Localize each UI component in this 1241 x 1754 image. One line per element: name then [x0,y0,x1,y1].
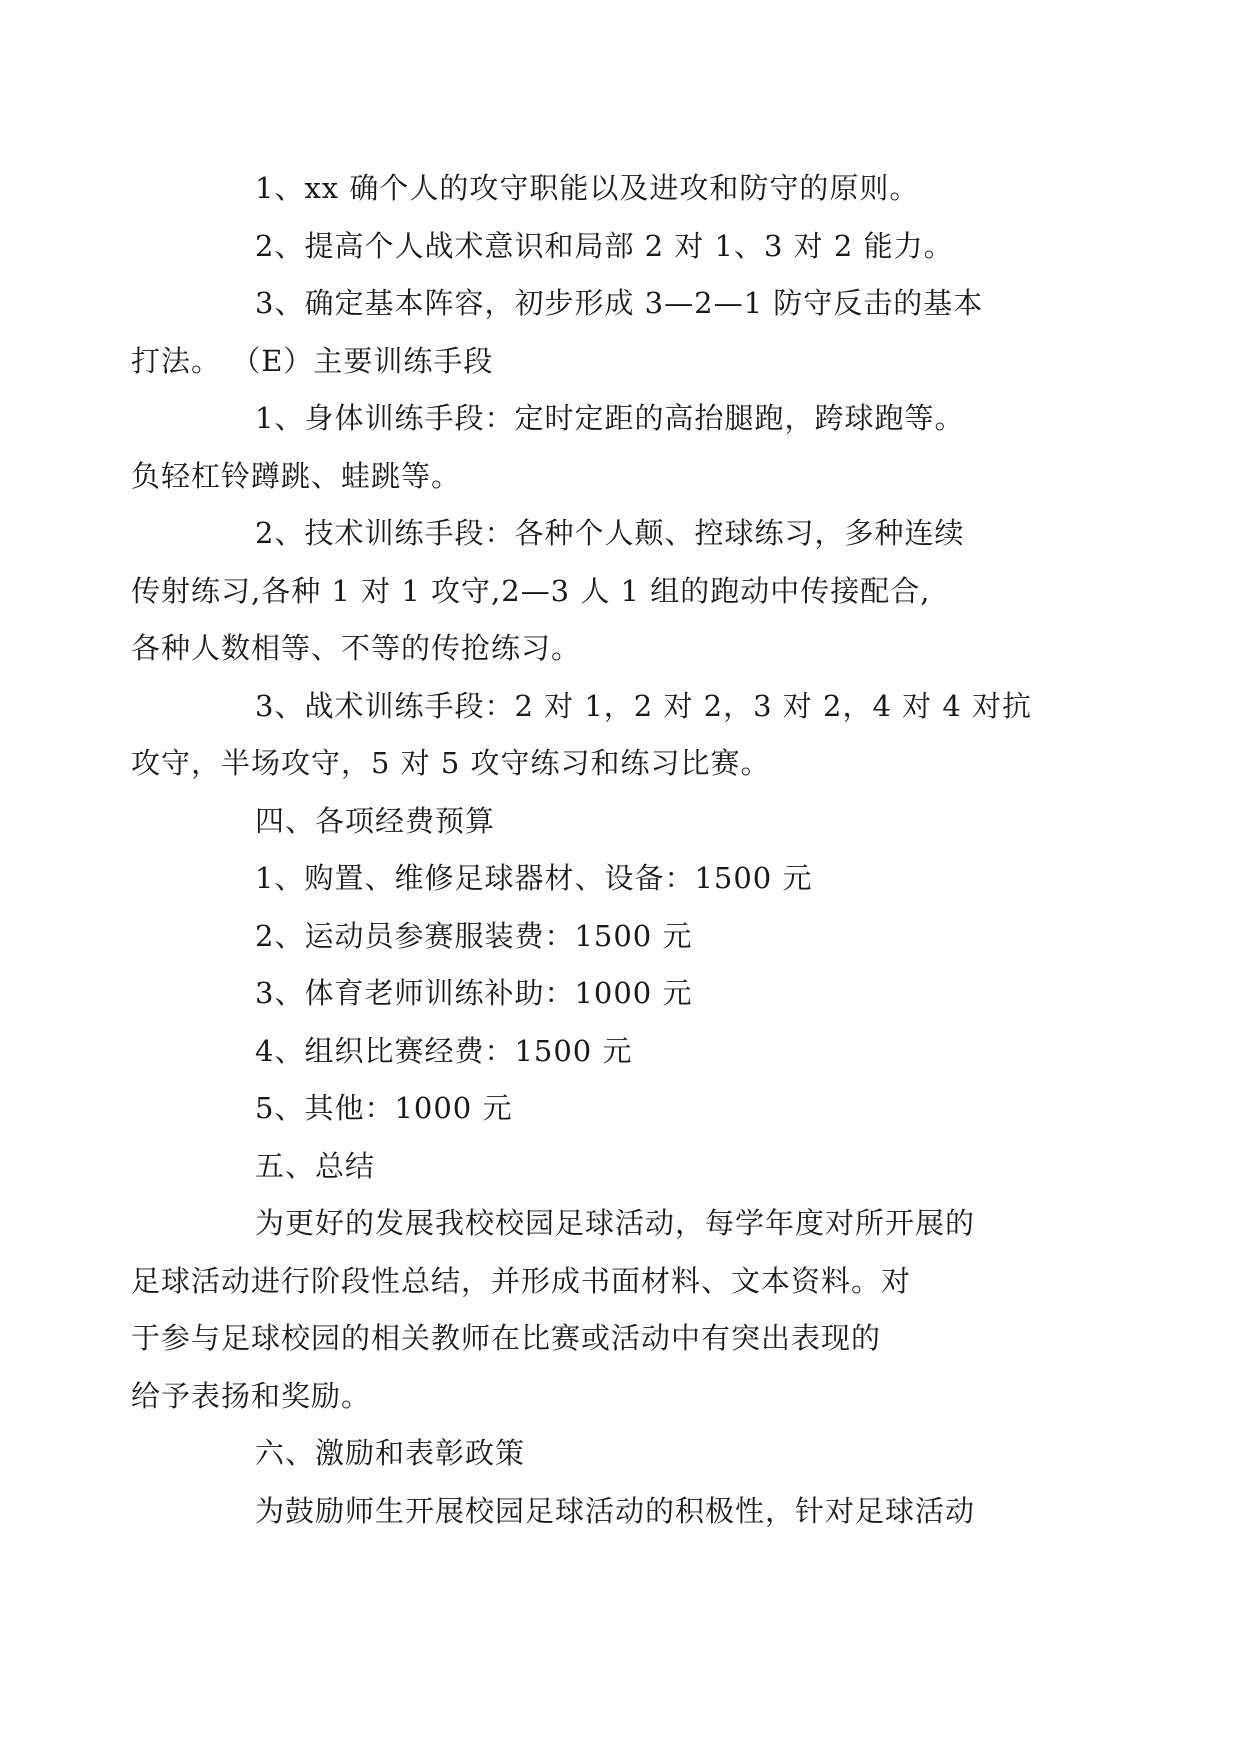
budget-item [193,850,1053,908]
budget-item [193,1023,1053,1081]
section-heading [193,1425,1053,1483]
text-line: 3、确定基本阵容，初步形成 3—2—1 防守反击的基本 [255,286,984,320]
paragraph [193,160,1053,218]
text-line: 2、运动员参赛服装费：1500 元 [255,918,693,953]
text-line: 负轻杠铃蹲跳、蛙跳等。 [131,458,462,493]
paragraph [131,275,1053,390]
text-line: 3、体育老师训练补助：1000 元 [255,976,693,1010]
text-line: 攻守，半场攻守，5 对 5 攻守练习和练习比赛。 [131,746,771,780]
text-line: 3、战术训练手段：2 对 1，2 对 2，3 对 2，4 对 4 对抗 [255,688,1033,723]
text-line: 2、技术训练手段：各种个人颠、控球练习，多种连续 [255,516,965,550]
section-heading [193,793,1053,851]
text-line: 1、身体训练手段：定时定距的高抬腿跑，跨球跑等。 [255,401,965,435]
text-line: 传射练习,各种 1 对 1 攻守,2—3 人 1 组的跑动中传接配合, [131,573,931,608]
section-heading [193,1138,1053,1196]
document-body [131,160,1053,1540]
text-line: 于参与足球校园的相关教师在比赛或活动中有突出表现的 [131,1321,882,1355]
paragraph [193,1483,1053,1541]
text-line: 为鼓励师生开展校园足球活动的积极性，针对足球活动 [255,1493,976,1528]
text-line: 四、各项经费预算 [255,803,496,838]
paragraph [131,1195,1053,1425]
paragraph [131,505,1053,678]
paragraph [131,390,1053,505]
paragraph [131,678,1053,793]
budget-item [193,1080,1053,1138]
text-line: 各种人数相等、不等的传抢练习。 [131,631,582,665]
text-line: 1、购置、维修足球器材、设备：1500 元 [255,861,813,895]
text-line: 打法。 （E）主要训练手段 [131,343,494,378]
text-line: 六、激励和表彰政策 [255,1436,526,1470]
paragraph [193,218,1053,276]
budget-item [193,965,1053,1023]
text-line: 1、xx 确个人的攻守职能以及进攻和防守的原则。 [255,171,920,205]
text-line: 5、其他：1000 元 [255,1091,513,1125]
text-line: 五、总结 [255,1148,376,1183]
text-line: 为更好的发展我校校园足球活动，每学年度对所开展的 [255,1206,976,1240]
text-line: 给予表扬和奖励。 [131,1378,372,1413]
text-line: 足球活动进行阶段性总结，并形成书面材料、文本资料。对 [131,1263,912,1298]
budget-item [193,908,1053,966]
text-line: 2、提高个人战术意识和局部 2 对 1、3 对 2 能力。 [255,228,954,263]
text-line: 4、组织比赛经费：1500 元 [255,1033,633,1068]
